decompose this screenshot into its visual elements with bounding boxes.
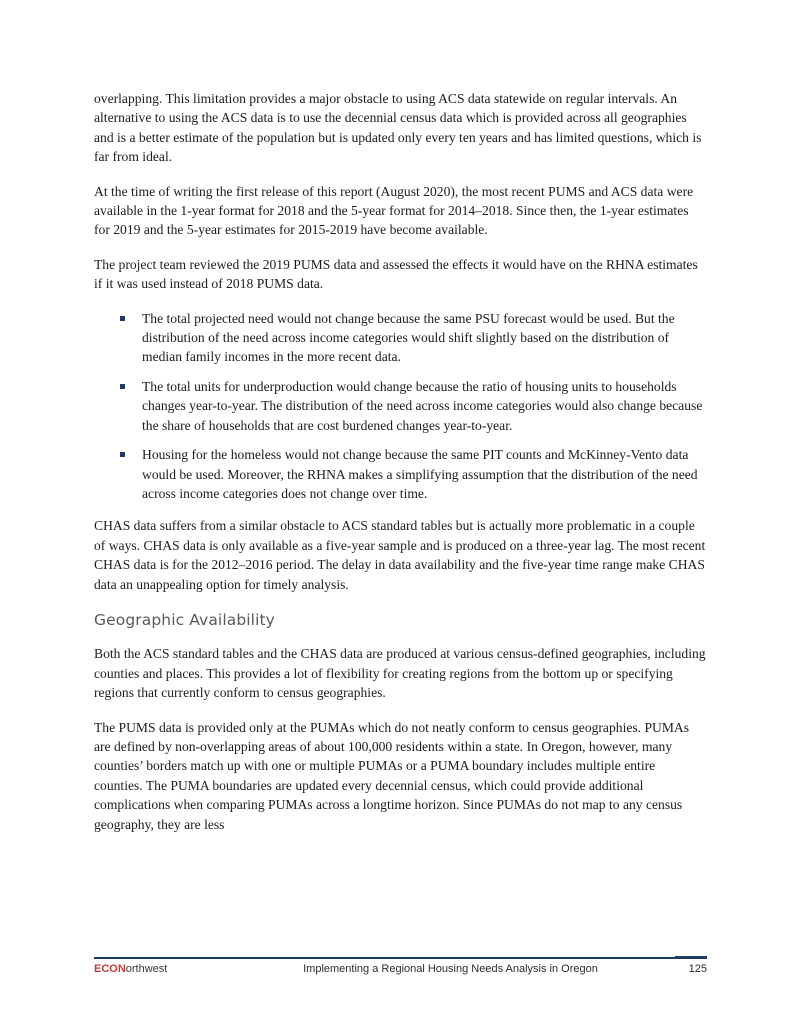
page-body (94, 89, 707, 849)
bullet-list (94, 309, 707, 504)
bullet-text: The total units for underproduction would change because the ratio of housing units to households changes year-to-year. The distribution of the need across income categories would also change because the share of households that are cost burdened changes year-to-year. (142, 378, 703, 433)
footer-brand (94, 963, 254, 975)
bullet-text: The total projected need would not change because the same PSU forecast would be used. But the distribution of the need across income categories would shift slightly based on the distribution of median family incomes in the more recent data. (142, 310, 675, 365)
paragraph: The PUMS data is provided only at the PUMAs which do not neatly conform to census geographies. PUMAs are defined by non-overlapping areas of about 100,000 residents within a state. In Oregon, however, many counties’ borders match up with one or multiple PUMAs or a PUMA boundary includes multiple entire counties. The PUMA boundaries are updated every decennial census, which could provide additional complications when comparing PUMAs across a longtime horizon. Since PUMAs do not map to any census geography, they are less (94, 719, 690, 832)
paragraph: Both the ACS standard tables and the CHAS data are produced at various census-defined geographies, including counties and places. This provides a lot of flexibility for creating regions from the bottom up or specifying regions that currently conform to census geographies. (94, 646, 706, 701)
paragraph: overlapping. This limitation provides a major obstacle to using ACS data statewide on regular intervals. An alternative to using the ACS data is to use the decennial census data which is provided across all geographies and is a better estimate of the population but is updated only every ten years and has limited questions, which is far from ideal. (94, 91, 702, 165)
paragraph: CHAS data suffers from a similar obstacle to ACS standard tables but is actually more problematic in a couple of ways. CHAS data is only available as a five-year sample and is produced on a three-year lag. The most recent CHAS data is for the 2012–2016 period. The delay in data availability and the five-year time range make CHAS data an unappealing option for timely analysis. (94, 518, 706, 592)
bullet-item (94, 377, 707, 435)
paragraph: At the time of writing the first release of this report (August 2020), the most recent PUMS and ACS data were available in the 1-year format for 2018 and the 5-year format for 2014–2018. Since then, the 1-year estimates for 2019 and the 5-year estimates for 2015-2019 have become available. (94, 183, 694, 238)
footer-rule-accent (675, 956, 707, 959)
section-heading: Geographic Availability (94, 610, 275, 629)
square-bullet-icon (120, 384, 125, 389)
footer-title: Implementing a Regional Housing Needs Analysis in Oregon (303, 963, 598, 975)
paragraph: The project team reviewed the 2019 PUMS data and assessed the effects it would have on the RHNA estimates if it was used instead of 2018 PUMS data. (94, 256, 698, 292)
bullet-item (94, 445, 707, 503)
bullet-text: Housing for the homeless would not change because the same PIT counts and McKinney-Vento data would be used. Moreover, the RHNA makes a simplifying assumption that the distribution of the need across income categories does not change over time. (142, 447, 698, 501)
page-footer (94, 957, 707, 975)
bullet-item (94, 309, 707, 367)
footer-brand-econ: ECON (94, 963, 126, 975)
square-bullet-icon (120, 452, 125, 457)
page-number: 125 (688, 963, 707, 975)
footer-brand-rest: orthwest (125, 963, 168, 975)
square-bullet-icon (120, 316, 125, 321)
